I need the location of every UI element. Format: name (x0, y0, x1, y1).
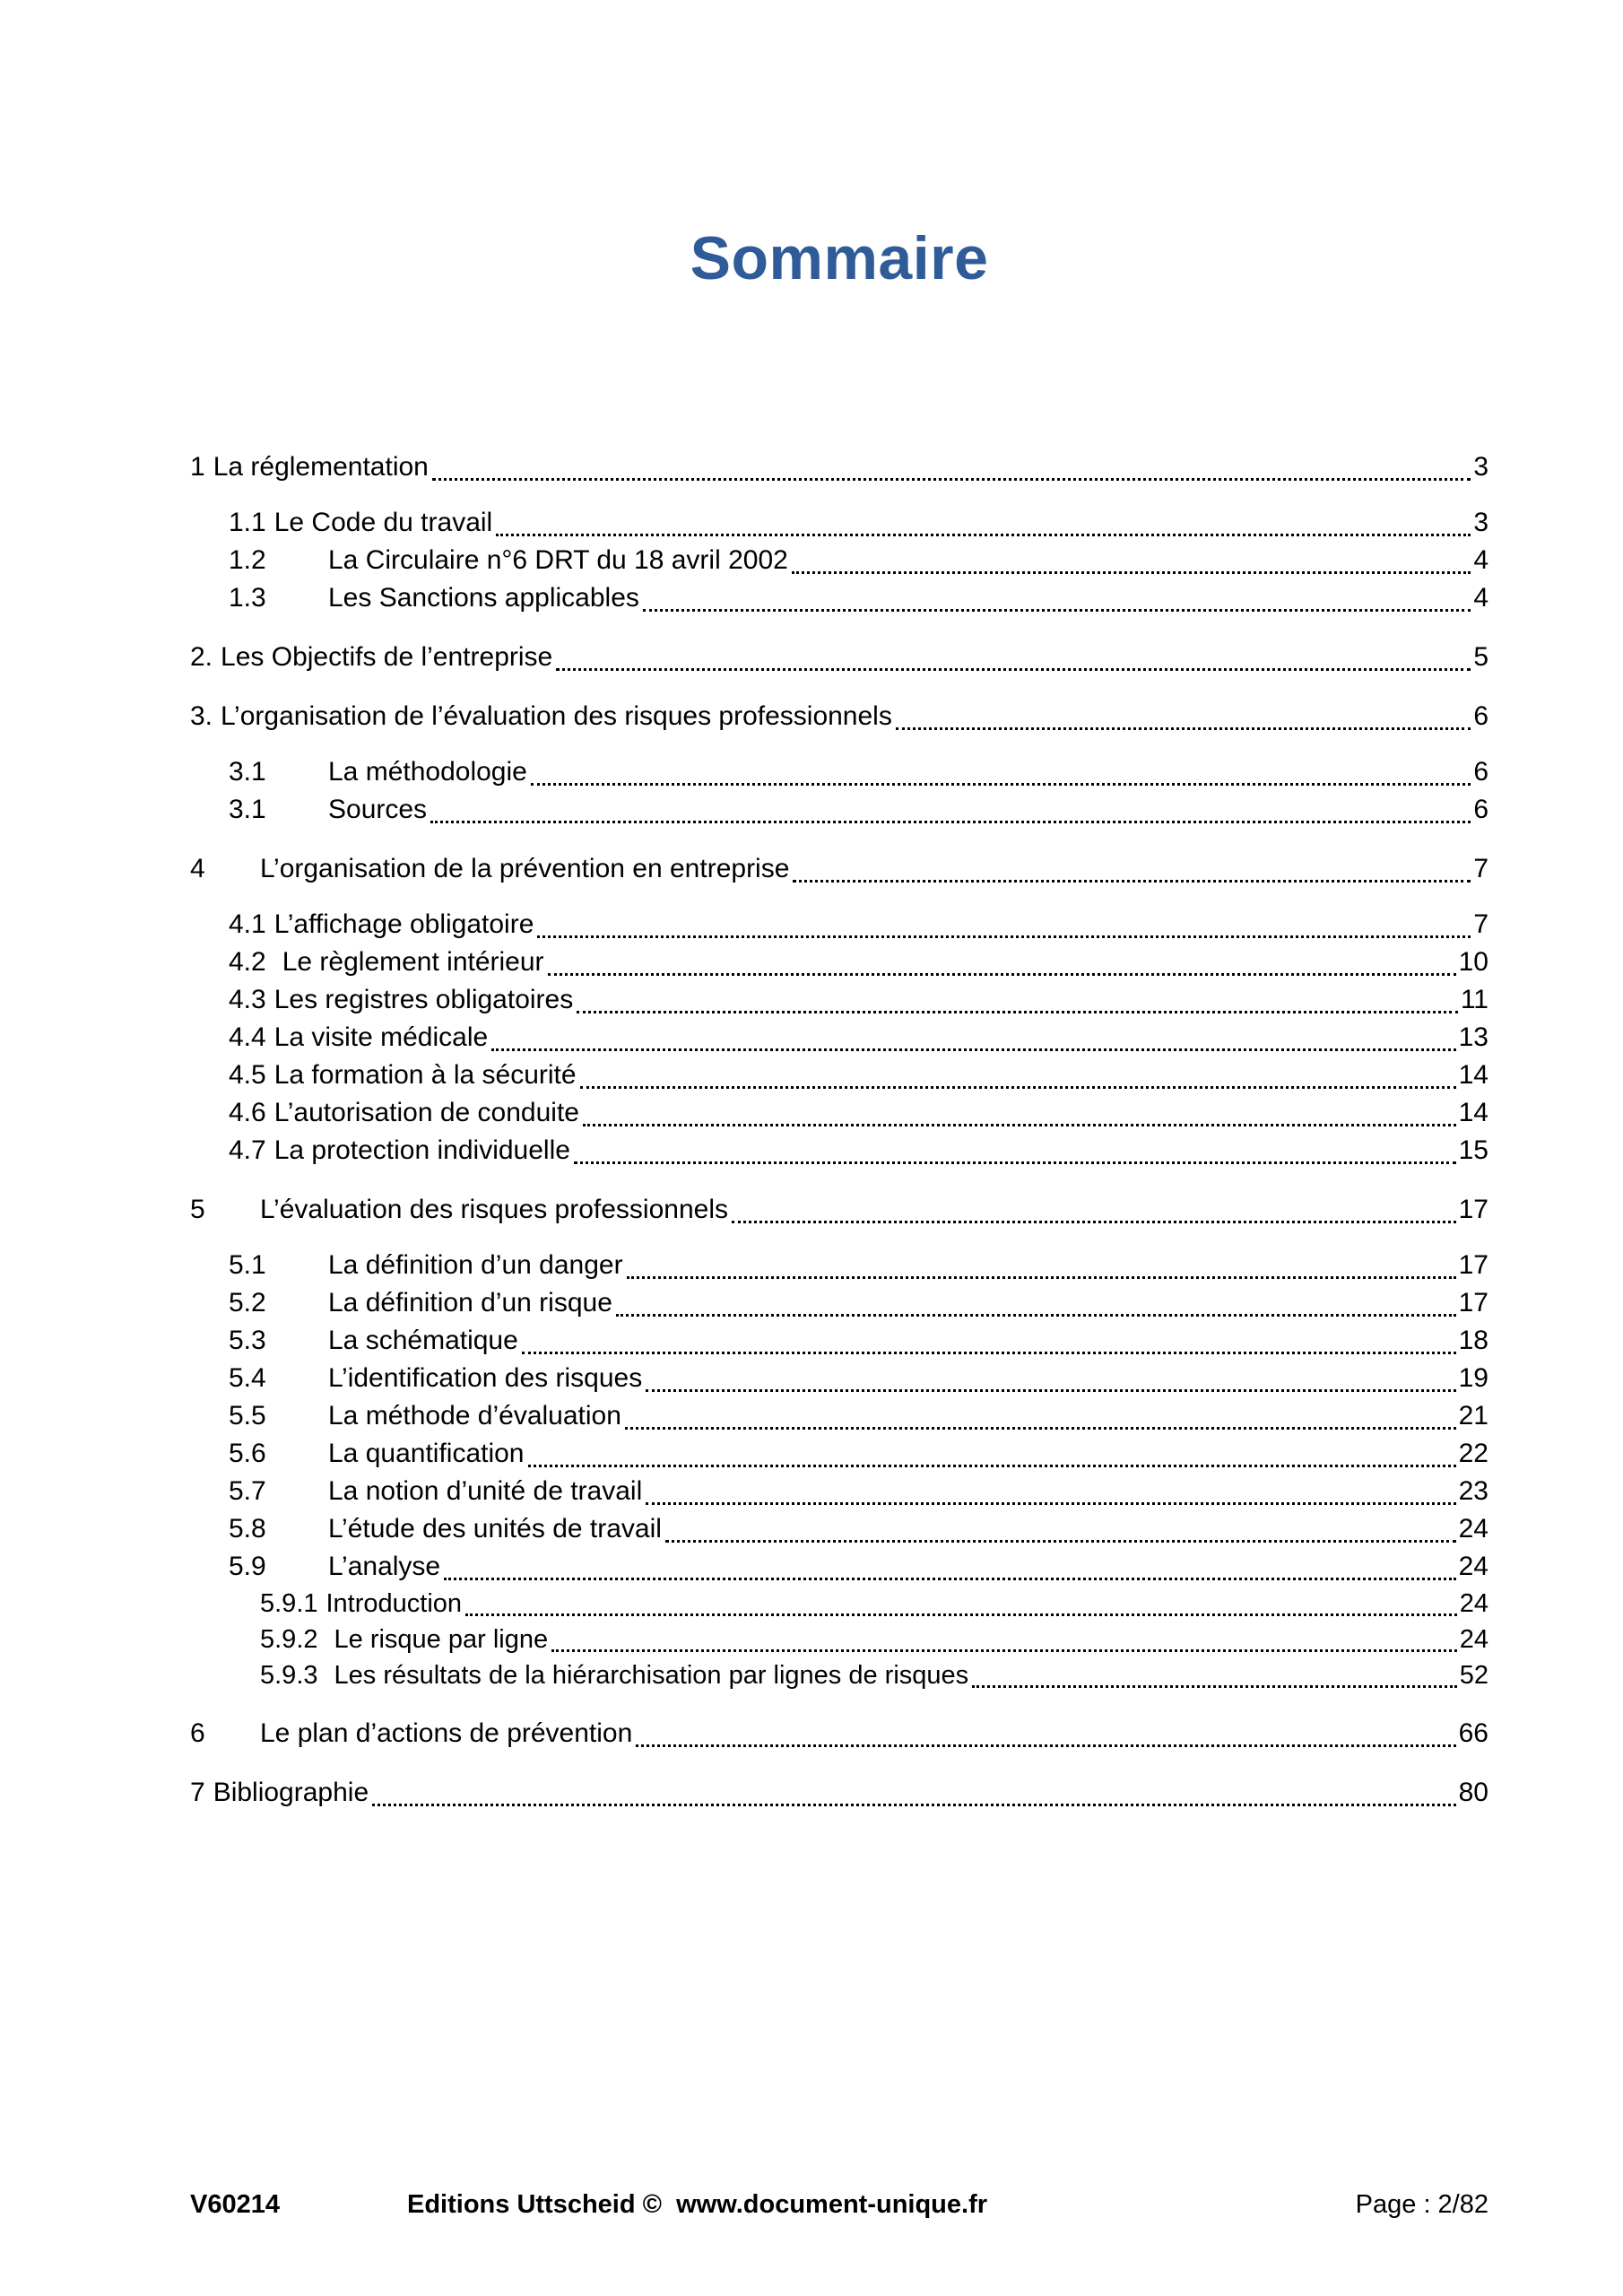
toc-entry-title: Bibliographie (213, 1778, 369, 1807)
toc-entry-number: 3.1 (229, 757, 266, 787)
toc-entry-title: Le plan d’actions de prévention (260, 1718, 633, 1748)
toc-entry (190, 1586, 1488, 1622)
toc-leader-dots (429, 448, 1473, 486)
toc-entry-number: 4.6 (229, 1098, 266, 1127)
toc-entry (190, 1715, 1488, 1752)
toc-leader-dots (892, 698, 1473, 735)
toc-entry (190, 981, 1488, 1019)
toc-leader-dots (534, 906, 1473, 944)
toc-entry-title: Le Code du travail (273, 508, 493, 537)
toc-entry-number: 5.1 (229, 1250, 266, 1280)
toc-entry-number: 5 (190, 1195, 205, 1224)
toc-entry-page: 13 (1458, 1022, 1488, 1052)
toc-entry-title: L’organisation de l’évaluation des risques professionnels (221, 701, 892, 731)
toc-entry-title: L’affichage obligatoire (273, 909, 534, 939)
toc-leader-dots (728, 1191, 1459, 1229)
toc-leader-dots (789, 850, 1473, 888)
toc-entry (190, 1284, 1488, 1322)
toc-leader-dots (544, 944, 1459, 981)
toc-entry-page: 10 (1458, 947, 1488, 977)
toc-entry (190, 1360, 1488, 1397)
toc-entry (190, 1657, 1488, 1693)
toc-entry-page: 18 (1458, 1326, 1488, 1355)
toc-entry (190, 1397, 1488, 1435)
toc-leader-dots (577, 1057, 1459, 1094)
toc-entry-number: 1.1 (229, 508, 266, 537)
toc-entry (190, 1322, 1488, 1360)
toc-entry-number: 1 (190, 452, 205, 482)
toc-entry-page: 6 (1473, 757, 1488, 787)
toc-entry-page: 15 (1458, 1135, 1488, 1165)
toc-entry-page: 5 (1473, 642, 1488, 672)
toc-entry-number: 4.2 (229, 947, 266, 977)
toc-entry-page: 14 (1458, 1098, 1488, 1127)
toc-entry (190, 1435, 1488, 1473)
toc-leader-dots (621, 1397, 1459, 1435)
toc-entry-page: 17 (1458, 1195, 1488, 1224)
toc-entry (190, 542, 1488, 579)
toc-entry-page: 66 (1458, 1718, 1488, 1748)
toc-entry (190, 639, 1488, 676)
toc-entry-page: 3 (1473, 508, 1488, 537)
toc-leader-dots (632, 1715, 1458, 1752)
toc-leader-dots (662, 1510, 1459, 1548)
toc-entry-page: 6 (1473, 701, 1488, 731)
toc-entry-title: L’organisation de la prévention en entreprise (260, 854, 790, 883)
toc-entry-title: La réglementation (213, 452, 429, 482)
toc-entry-title: L’identification des risques (328, 1363, 643, 1393)
toc-leader-dots (639, 579, 1473, 617)
toc-entry-page: 4 (1473, 545, 1488, 575)
toc-entry-number: 7 (190, 1778, 205, 1807)
toc-leader-dots (369, 1774, 1458, 1812)
toc-entry-number: 3.1 (229, 795, 266, 824)
toc-leader-dots (612, 1284, 1459, 1322)
toc-entry-page: 3 (1473, 452, 1488, 482)
toc-entry-page: 4 (1473, 583, 1488, 613)
toc-entry-title: Sources (328, 795, 428, 824)
toc-entry-page: 24 (1458, 1514, 1488, 1544)
toc-entry-number: 5.5 (229, 1401, 266, 1431)
toc-entry-title: Le règlement intérieur (282, 947, 544, 977)
toc-entry-title: Les registres obligatoires (273, 985, 574, 1014)
toc-entry-title: La définition d’un danger (328, 1250, 623, 1280)
toc-leader-dots (642, 1473, 1458, 1510)
toc-entry (190, 906, 1488, 944)
toc-entry-number: 4.5 (229, 1060, 266, 1090)
toc-entry (190, 1057, 1488, 1094)
toc-entry-page: 24 (1458, 1552, 1488, 1581)
toc-entry-title: L’étude des unités de travail (328, 1514, 662, 1544)
toc-entry-number: 5.4 (229, 1363, 266, 1393)
footer-page-number: Page : 2/82 (1355, 2190, 1488, 2219)
toc-entry-title: L’analyse (328, 1552, 441, 1581)
toc-entry (190, 1510, 1488, 1548)
toc-leader-dots (492, 504, 1473, 542)
toc-entry (190, 753, 1488, 791)
toc-entry-page: 7 (1473, 909, 1488, 939)
toc-entry-page: 21 (1458, 1401, 1488, 1431)
toc-entry (190, 1094, 1488, 1132)
toc-entry-number: 5.9.3 (260, 1661, 318, 1690)
toc-leader-dots (525, 1435, 1459, 1473)
toc-entry-number: 5.6 (229, 1439, 266, 1468)
toc-entry-page: 22 (1458, 1439, 1488, 1468)
toc-leader-dots (440, 1548, 1459, 1586)
footer-reference: V60214 (190, 2190, 280, 2219)
toc-entry-title: La méthode d’évaluation (328, 1401, 621, 1431)
toc-entry (190, 791, 1488, 829)
toc-leader-dots (527, 753, 1473, 791)
toc-entry-number: 5.7 (229, 1476, 266, 1506)
toc-entry-page: 14 (1458, 1060, 1488, 1090)
toc-entry-title: Le risque par ligne (334, 1625, 549, 1654)
toc-leader-dots (518, 1322, 1459, 1360)
toc-entry (190, 1774, 1488, 1812)
toc-entry-number: 1.2 (229, 545, 266, 575)
toc-entry (190, 1548, 1488, 1586)
toc-entry-number: 5.2 (229, 1288, 266, 1318)
toc-entry-title: La visite médicale (273, 1022, 489, 1052)
toc-entry-title: La notion d’unité de travail (328, 1476, 643, 1506)
toc-leader-dots (642, 1360, 1458, 1397)
toc-entry-number: 3. (190, 701, 213, 731)
toc-entry-page: 7 (1473, 854, 1488, 883)
toc-entry (190, 579, 1488, 617)
toc-entry-number: 4.4 (229, 1022, 266, 1052)
toc-entry-title: L’autorisation de conduite (273, 1098, 579, 1127)
toc-leader-dots (552, 639, 1473, 676)
toc-entry (190, 504, 1488, 542)
page-footer (190, 2188, 1488, 2221)
page-title: Sommaire (690, 224, 989, 292)
toc-leader-dots (462, 1586, 1460, 1622)
toc-entry-title: La schématique (328, 1326, 518, 1355)
toc-leader-dots (488, 1019, 1458, 1057)
toc-entry-number: 5.9.2 (260, 1625, 318, 1654)
toc-entry-title: La formation à la sécurité (273, 1060, 577, 1090)
toc-entry-number: 4.3 (229, 985, 266, 1014)
toc-entry (190, 850, 1488, 888)
toc-leader-dots (788, 542, 1473, 579)
toc-entry-title: L’évaluation des risques professionnels (260, 1195, 728, 1224)
toc-entry-title: Introduction (325, 1589, 463, 1618)
toc-entry-number: 6 (190, 1718, 205, 1748)
toc-entry-number: 4.1 (229, 909, 266, 939)
toc-entry-number: 2. (190, 642, 213, 672)
toc-entry-title: La méthodologie (328, 757, 527, 787)
toc-entry-title: La quantification (328, 1439, 525, 1468)
toc-entry-page: 17 (1458, 1288, 1488, 1318)
toc-entry-number: 5.9 (229, 1552, 266, 1581)
toc-entry (190, 1019, 1488, 1057)
toc-entry-number: 4.7 (229, 1135, 266, 1165)
toc-leader-dots (579, 1094, 1459, 1132)
toc-leader-dots (573, 981, 1461, 1019)
toc-entry-page: 19 (1458, 1363, 1488, 1393)
toc-entry-number: 5.8 (229, 1514, 266, 1544)
toc-entry (190, 1473, 1488, 1510)
toc-leader-dots (427, 791, 1473, 829)
toc-entry-number: 1.3 (229, 583, 266, 613)
toc-entry-page: 6 (1473, 795, 1488, 824)
toc-entry-title: La définition d’un risque (328, 1288, 612, 1318)
toc-entry-number: 5.9.1 (260, 1589, 318, 1618)
toc-entry-number: 5.3 (229, 1326, 266, 1355)
toc-entry-page: 24 (1459, 1625, 1488, 1654)
table-of-contents (190, 448, 1488, 1812)
toc-entry (190, 698, 1488, 735)
toc-entry (190, 1191, 1488, 1229)
toc-entry-title: Les résultats de la hiérarchisation par lignes de risques (334, 1661, 969, 1690)
toc-leader-dots (623, 1247, 1459, 1284)
toc-entry-page: 11 (1460, 985, 1488, 1014)
toc-entry-title: La protection individuelle (273, 1135, 570, 1165)
toc-entry-page: 80 (1458, 1778, 1488, 1807)
toc-entry (190, 1247, 1488, 1284)
toc-entry (190, 1622, 1488, 1657)
toc-entry-title: La Circulaire n°6 DRT du 18 avril 2002 (328, 545, 788, 575)
toc-entry-title: Les Sanctions applicables (328, 583, 639, 613)
toc-leader-dots (968, 1657, 1460, 1693)
toc-entry-number: 4 (190, 854, 205, 883)
toc-entry (190, 944, 1488, 981)
toc-entry-page: 17 (1458, 1250, 1488, 1280)
toc-entry (190, 1132, 1488, 1170)
toc-entry-page: 23 (1458, 1476, 1488, 1506)
toc-entry-page: 52 (1459, 1661, 1488, 1690)
toc-entry (190, 448, 1488, 486)
toc-leader-dots (570, 1132, 1459, 1170)
footer-publisher: Editions Uttscheid © www.document-unique.fr (407, 2190, 988, 2219)
toc-entry-title: Les Objectifs de l’entreprise (221, 642, 553, 672)
toc-leader-dots (548, 1622, 1460, 1657)
toc-entry-page: 24 (1459, 1589, 1488, 1618)
